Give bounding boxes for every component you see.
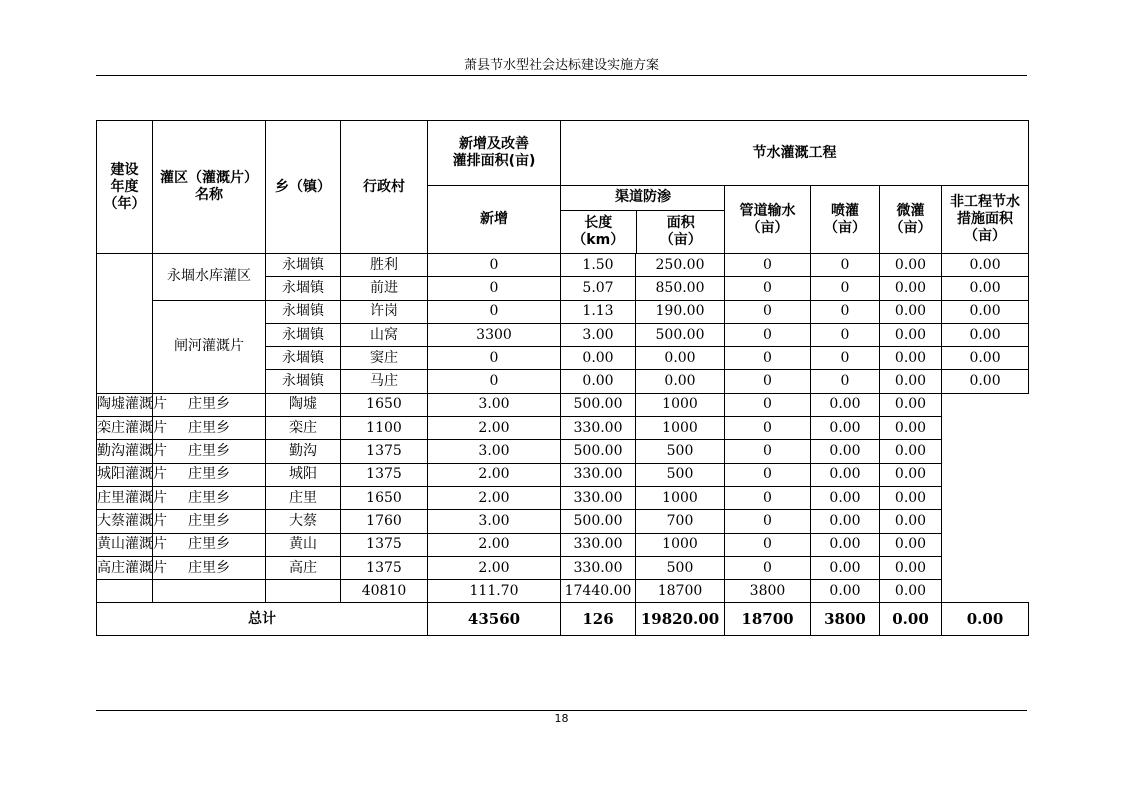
village-cell: 马庄 — [341, 370, 428, 393]
pipe-cell: 500 — [636, 463, 725, 486]
total-row — [97, 603, 1029, 636]
subtotal-canal-length: 111.70 — [428, 580, 561, 603]
canal-area-cell: 500.00 — [561, 393, 636, 416]
township-cell: 永堌镇 — [266, 370, 341, 393]
canal-length-cell: 3.00 — [428, 510, 561, 533]
canal-area-cell: 330.00 — [561, 533, 636, 556]
district-cell: 城阳灌溉片 — [97, 463, 153, 486]
header-nonengineering: 非工程节水 措施面积 （亩） — [942, 186, 1029, 254]
township-cell: 庄里乡 — [153, 510, 266, 533]
pipe-cell: 0 — [725, 277, 811, 300]
district-cell: 高庄灌溉片 — [97, 556, 153, 579]
pipe-cell: 0 — [725, 300, 811, 323]
micro-cell: 0.00 — [811, 393, 880, 416]
nonengineering-cell: 0.00 — [942, 277, 1029, 300]
total-canal-area: 19820.00 — [636, 603, 725, 636]
subtotal-township-cell — [153, 580, 266, 603]
micro-cell: 0.00 — [811, 440, 880, 463]
micro-cell: 0.00 — [880, 277, 942, 300]
micro-cell: 0.00 — [880, 370, 942, 393]
canal-length-cell: 3.00 — [561, 323, 636, 346]
village-cell: 庄里 — [266, 486, 341, 509]
canal-length-cell: 1.13 — [561, 300, 636, 323]
canal-length-cell: 1.50 — [561, 254, 636, 277]
total-spray: 3800 — [811, 603, 880, 636]
canal-area-cell: 330.00 — [561, 463, 636, 486]
district-cell: 栾庄灌溉片 — [97, 417, 153, 440]
canal-area-cell: 330.00 — [561, 417, 636, 440]
subtotal-new-area: 40810 — [341, 580, 428, 603]
table-row — [97, 533, 1029, 556]
new-area-cell: 1760 — [341, 510, 428, 533]
nonengineering-cell: 0.00 — [942, 323, 1029, 346]
spray-cell: 0 — [725, 417, 811, 440]
micro-cell: 0.00 — [811, 417, 880, 440]
township-cell: 永堌镇 — [266, 254, 341, 277]
township-cell: 庄里乡 — [153, 417, 266, 440]
header-project-group: 节水灌溉工程 — [561, 121, 1029, 186]
canal-length-cell: 2.00 — [428, 533, 561, 556]
district-cell: 庄里灌溉片 — [97, 486, 153, 509]
nonengineering-cell: 0.00 — [880, 533, 942, 556]
header-rule — [96, 75, 1027, 76]
township-cell: 永堌镇 — [266, 347, 341, 370]
new-area-cell: 1650 — [341, 393, 428, 416]
total-canal-length: 126 — [561, 603, 636, 636]
new-area-cell: 1100 — [341, 417, 428, 440]
canal-length-cell: 0.00 — [561, 347, 636, 370]
header-pipe: 管道输水 （亩） — [725, 186, 811, 254]
new-area-cell: 1375 — [341, 533, 428, 556]
spray-cell: 0 — [811, 254, 880, 277]
nonengineering-cell: 0.00 — [942, 370, 1029, 393]
township-cell: 永堌镇 — [266, 300, 341, 323]
total-nonengineering: 0.00 — [942, 603, 1029, 636]
micro-cell: 0.00 — [811, 486, 880, 509]
pipe-cell: 1000 — [636, 417, 725, 440]
micro-cell: 0.00 — [880, 323, 942, 346]
village-cell: 黄山 — [266, 533, 341, 556]
village-cell: 高庄 — [266, 556, 341, 579]
nonengineering-cell: 0.00 — [880, 556, 942, 579]
header-district: 灌区（灌溉片） 名称 — [153, 121, 266, 254]
new-area-cell: 3300 — [428, 323, 561, 346]
year-cell — [97, 254, 153, 394]
village-cell: 城阳 — [266, 463, 341, 486]
table-row — [97, 417, 1029, 440]
header-canal-area: 面积 （亩） — [659, 214, 702, 248]
subtotal-village-cell — [266, 580, 341, 603]
micro-cell: 0.00 — [811, 556, 880, 579]
header-township: 乡（镇） — [266, 121, 341, 254]
canal-length-cell: 5.07 — [561, 277, 636, 300]
subtotal-micro: 0.00 — [811, 580, 880, 603]
new-area-cell: 1375 — [341, 556, 428, 579]
header-micro: 微灌 （亩） — [880, 186, 942, 254]
district-cell: 大蔡灌溉片 — [97, 510, 153, 533]
new-area-cell: 0 — [428, 254, 561, 277]
village-cell: 胜利 — [341, 254, 428, 277]
micro-cell: 0.00 — [880, 254, 942, 277]
nonengineering-cell: 0.00 — [880, 463, 942, 486]
subtotal-spray: 3800 — [725, 580, 811, 603]
spray-cell: 0 — [725, 393, 811, 416]
canal-area-cell: 500.00 — [561, 440, 636, 463]
village-cell: 山窝 — [341, 323, 428, 346]
canal-length-cell: 2.00 — [428, 463, 561, 486]
pipe-cell: 0 — [725, 347, 811, 370]
table-row — [97, 510, 1029, 533]
village-cell: 许岗 — [341, 300, 428, 323]
canal-area-cell: 250.00 — [636, 254, 725, 277]
header-year: 建设 年度 （年） — [97, 121, 153, 254]
header-new-area-sub: 新增 — [428, 186, 561, 254]
township-cell: 永堌镇 — [266, 277, 341, 300]
subtotal-pipe: 18700 — [636, 580, 725, 603]
canal-area-cell: 500.00 — [561, 510, 636, 533]
nonengineering-cell: 0.00 — [880, 417, 942, 440]
spray-cell: 0 — [811, 323, 880, 346]
header-village: 行政村 — [341, 121, 428, 254]
spray-cell: 0 — [725, 463, 811, 486]
nonengineering-cell: 0.00 — [880, 440, 942, 463]
total-label: 总计 — [97, 603, 428, 636]
new-area-cell: 1375 — [341, 463, 428, 486]
nonengineering-cell: 0.00 — [942, 347, 1029, 370]
spray-cell: 0 — [725, 556, 811, 579]
table-row — [97, 556, 1029, 579]
header-canal-group — [561, 186, 725, 254]
village-cell: 栾庄 — [266, 417, 341, 440]
micro-cell: 0.00 — [880, 300, 942, 323]
village-cell: 陶墟 — [266, 393, 341, 416]
subtotal-canal-area: 17440.00 — [561, 580, 636, 603]
header-canal-length: 长度 （km） — [561, 210, 636, 253]
pipe-cell: 1000 — [636, 533, 725, 556]
new-area-cell: 0 — [428, 300, 561, 323]
village-cell: 勤沟 — [266, 440, 341, 463]
single-district-rows — [97, 393, 1029, 579]
canal-area-cell: 330.00 — [561, 556, 636, 579]
header-canal-subtable — [561, 186, 725, 253]
canal-area-cell: 0.00 — [636, 370, 725, 393]
new-area-cell: 0 — [428, 277, 561, 300]
total-new-area: 43560 — [428, 603, 561, 636]
header-spray: 喷灌 （亩） — [811, 186, 880, 254]
township-cell: 庄里乡 — [153, 486, 266, 509]
pipe-cell: 500 — [636, 556, 725, 579]
township-cell: 庄里乡 — [153, 440, 266, 463]
nonengineering-cell: 0.00 — [880, 510, 942, 533]
district-cell: 永堌水库灌区 — [153, 254, 266, 301]
new-area-cell: 1650 — [341, 486, 428, 509]
spray-cell: 0 — [811, 300, 880, 323]
subtotal-row — [97, 580, 1029, 603]
table-row — [97, 300, 1029, 323]
subtotal-district-cell — [97, 580, 153, 603]
canal-area-cell: 190.00 — [636, 300, 725, 323]
canal-length-cell: 3.00 — [428, 393, 561, 416]
new-area-cell: 1375 — [341, 440, 428, 463]
total-pipe: 18700 — [725, 603, 811, 636]
pipe-cell: 700 — [636, 510, 725, 533]
spray-cell: 0 — [725, 486, 811, 509]
nonengineering-cell: 0.00 — [942, 254, 1029, 277]
spray-cell: 0 — [811, 370, 880, 393]
canal-length-cell: 2.00 — [428, 556, 561, 579]
new-area-cell: 0 — [428, 370, 561, 393]
district-cell: 陶墟灌溉片 — [97, 393, 153, 416]
township-cell: 庄里乡 — [153, 533, 266, 556]
spray-cell: 0 — [725, 440, 811, 463]
canal-area-cell: 500.00 — [636, 323, 725, 346]
village-cell: 前进 — [341, 277, 428, 300]
township-cell: 庄里乡 — [153, 393, 266, 416]
micro-cell: 0.00 — [880, 347, 942, 370]
nonengineering-cell: 0.00 — [880, 393, 942, 416]
new-area-cell: 0 — [428, 347, 561, 370]
township-cell: 庄里乡 — [153, 463, 266, 486]
canal-length-cell: 3.00 — [428, 440, 561, 463]
table-row — [97, 486, 1029, 509]
pipe-cell: 0 — [725, 370, 811, 393]
page-header: 萧县节水型社会达标建设实施方案 — [463, 58, 659, 73]
micro-cell: 0.00 — [811, 533, 880, 556]
micro-cell: 0.00 — [811, 510, 880, 533]
district-cell: 黄山灌溉片 — [97, 533, 153, 556]
micro-cell: 0.00 — [811, 463, 880, 486]
subtotal-nonengineering: 0.00 — [880, 580, 942, 603]
table-row — [97, 440, 1029, 463]
spray-cell: 0 — [725, 510, 811, 533]
canal-area-cell: 330.00 — [561, 486, 636, 509]
spray-cell: 0 — [811, 347, 880, 370]
table-row — [97, 254, 1029, 277]
district-cell: 勤沟灌溉片 — [97, 440, 153, 463]
nonengineering-cell: 0.00 — [942, 300, 1029, 323]
canal-area-cell: 0.00 — [636, 347, 725, 370]
table-row — [97, 393, 1029, 416]
canal-area-cell: 850.00 — [636, 277, 725, 300]
township-cell: 庄里乡 — [153, 556, 266, 579]
pipe-cell: 0 — [725, 254, 811, 277]
township-cell: 永堌镇 — [266, 323, 341, 346]
canal-length-cell: 2.00 — [428, 486, 561, 509]
spray-cell: 0 — [811, 277, 880, 300]
table-row — [97, 463, 1029, 486]
spray-cell: 0 — [725, 533, 811, 556]
pipe-cell: 500 — [636, 440, 725, 463]
pipe-cell: 1000 — [636, 486, 725, 509]
village-cell: 大蔡 — [266, 510, 341, 533]
nonengineering-cell: 0.00 — [880, 486, 942, 509]
pipe-cell: 0 — [725, 323, 811, 346]
village-cell: 窦庄 — [341, 347, 428, 370]
pipe-cell: 1000 — [636, 393, 725, 416]
irrigation-table — [96, 120, 1029, 636]
canal-length-cell: 2.00 — [428, 417, 561, 440]
canal-length-cell: 0.00 — [561, 370, 636, 393]
total-micro: 0.00 — [880, 603, 942, 636]
page-number: 18 — [554, 712, 569, 725]
district-cell: 闸河灌溉片 — [153, 300, 266, 393]
header-new-area: 新增及改善 灌排面积(亩) — [428, 121, 561, 186]
header-canal: 渠道防渗 — [561, 186, 725, 210]
